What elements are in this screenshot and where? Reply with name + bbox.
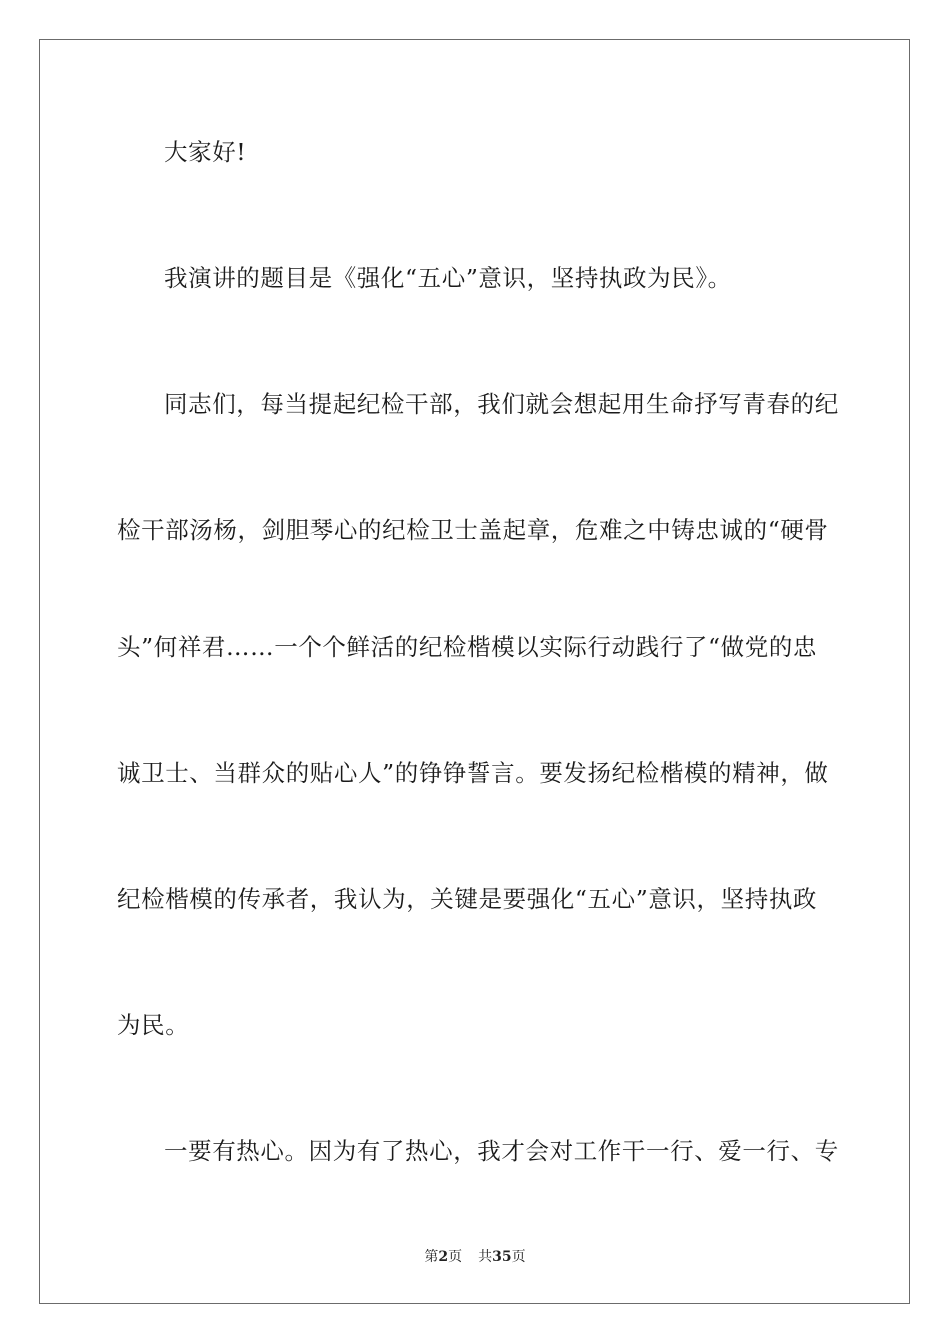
text-line-paragraph1-1: 同志们，每当提起纪检干部，我们就会想起用生命抒写青春的纪 xyxy=(164,390,839,418)
footer-total-pages: 35 xyxy=(492,1249,512,1265)
text-line-speech-title: 我演讲的题目是《强化“五心”意识，坚持执政为民》。 xyxy=(164,264,732,292)
page-frame xyxy=(39,39,910,1304)
text-line-paragraph1-3: 头”何祥君……一个个鲜活的纪检楷模以实际行动践行了“做党的忠 xyxy=(117,633,818,661)
text-line-paragraph1-6: 为民。 xyxy=(117,1011,190,1039)
footer-total-prefix: 共 xyxy=(478,1249,493,1265)
footer-total-suffix: 页 xyxy=(511,1249,526,1265)
page-footer xyxy=(0,1248,950,1266)
text-line-paragraph1-4: 诚卫士、当群众的贴心人”的铮铮誓言。要发扬纪检楷模的精神，做 xyxy=(117,759,829,787)
text-line-paragraph1-5: 纪检楷模的传承者，我认为，关键是要强化“五心”意识，坚持执政 xyxy=(117,885,818,913)
footer-page-prefix: 第 xyxy=(424,1249,439,1265)
footer-page-suffix: 页 xyxy=(448,1249,463,1265)
footer-page-number: 2 xyxy=(438,1249,449,1265)
text-line-paragraph2-1: 一要有热心。因为有了热心，我才会对工作干一行、爱一行、专 xyxy=(164,1137,839,1165)
text-line-paragraph1-2: 检干部汤杨，剑胆琴心的纪检卫士盖起章，危难之中铸忠诚的“硬骨 xyxy=(117,516,829,544)
text-line-greeting: 大家好! xyxy=(164,138,247,166)
